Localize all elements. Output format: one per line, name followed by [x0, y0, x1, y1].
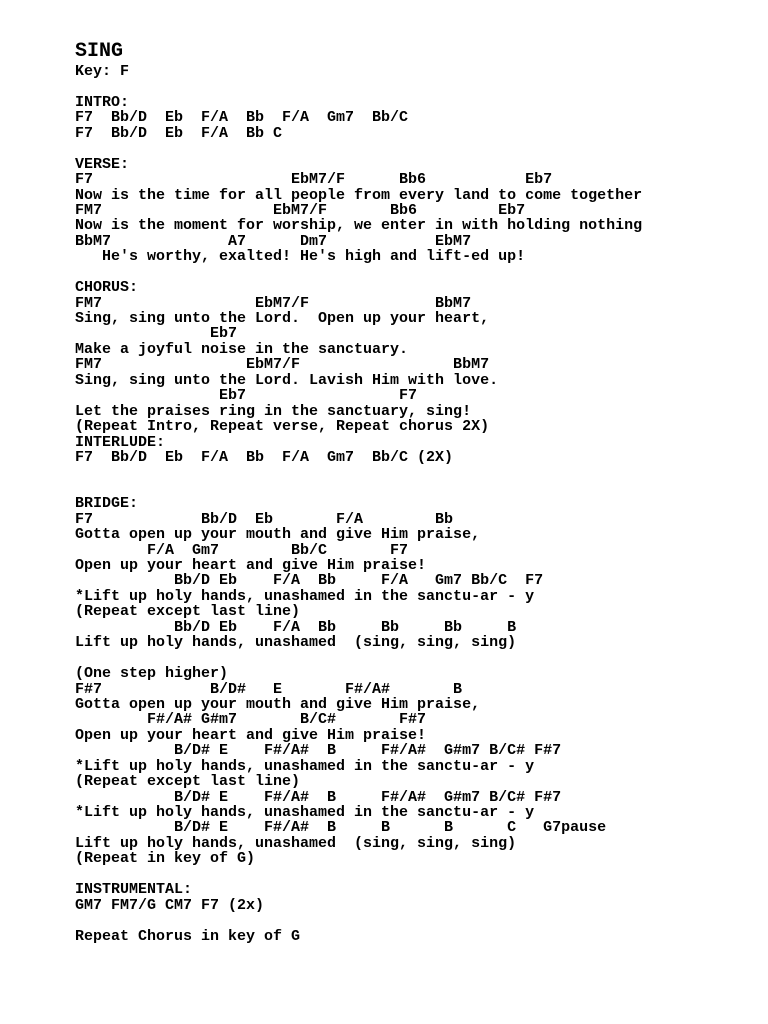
- sheet-line: Sing, sing unto the Lord. Open up your heart,: [75, 310, 490, 327]
- sheet-line: (Repeat except last line): [75, 773, 301, 791]
- sheet-line: Gotta open up your mouth and give Him praise,: [75, 695, 481, 713]
- chord-sheet: [75, 40, 755, 944]
- sheet-line: [75, 79, 755, 94]
- sheet-line: [75, 265, 755, 280]
- sheet-line: Gotta open up your mouth and give Him praise,: [75, 526, 481, 544]
- sheet-line: Sing, sing unto the Lord. Lavish Him with love.: [75, 371, 499, 389]
- sheet-line: B/D# E F#/A# B F#/A# G#m7 B/C# F#7: [75, 742, 562, 760]
- sheet-line: INSTRUMENTAL:: [75, 881, 193, 899]
- sheet-line: F7 Bb/D Eb F/A Bb F/A Gm7 Bb/C (2X): [75, 448, 454, 466]
- sheet-line: INTERLUDE:: [75, 433, 166, 451]
- sheet-line: F#/A# G#m7 B/C# F#7: [75, 711, 427, 729]
- chord-lyric-lines: [75, 64, 755, 944]
- sheet-line: (One step higher): [75, 665, 229, 683]
- sheet-line: Now is the time for all people from every land to come together: [75, 186, 643, 204]
- sheet-line: FM7 EbM7/F BbM7: [75, 356, 490, 374]
- sheet-line: (Repeat except last line): [75, 603, 301, 621]
- sheet-line: *Lift up holy hands, unashamed in the sanctu-ar - y: [75, 757, 535, 775]
- sheet-line: [75, 867, 755, 882]
- sheet-line: B/D# E F#/A# B B B C G7pause: [75, 819, 607, 837]
- sheet-line: Key: F: [75, 63, 130, 80]
- sheet-line: Eb7 F7: [75, 387, 418, 405]
- sheet-line: F7 EbM7/F Bb6 Eb7: [75, 171, 553, 189]
- sheet-line: F7 Bb/D Eb F/A Bb F/A Gm7 Bb/C: [75, 109, 409, 127]
- sheet-line: Open up your heart and give Him praise!: [75, 557, 427, 574]
- sheet-line: VERSE:: [75, 155, 130, 173]
- sheet-line: Bb/D Eb F/A Bb F/A Gm7 Bb/C F7: [75, 572, 544, 590]
- sheet-line: Bb/D Eb F/A Bb Bb Bb B: [75, 618, 517, 636]
- sheet-line: INTRO:: [75, 93, 130, 111]
- sheet-line: Now is the moment for worship, we enter in with holding nothing: [75, 217, 643, 235]
- sheet-line: B/D# E F#/A# B F#/A# G#m7 B/C# F#7: [75, 788, 562, 806]
- sheet-line: F7 Bb/D Eb F/A Bb C: [75, 124, 283, 142]
- sheet-line: Open up your heart and give Him praise!: [75, 726, 427, 744]
- sheet-line: (Repeat in key of G): [75, 850, 256, 868]
- sheet-line: FM7 EbM7/F BbM7: [75, 294, 472, 312]
- sheet-line: Make a joyful noise in the sanctuary.: [75, 340, 409, 358]
- sheet-line: (Repeat Intro, Repeat verse, Repeat chorus 2X): [75, 418, 490, 436]
- sheet-line: [75, 465, 755, 480]
- sheet-line: [75, 913, 755, 928]
- sheet-line: F/A Gm7 Bb/C F7: [75, 541, 409, 559]
- sheet-line: *Lift up holy hands, unashamed in the sanctu-ar - y: [75, 587, 535, 605]
- sheet-line: FM7 EbM7/F Bb6 Eb7: [75, 201, 526, 219]
- sheet-line: [75, 141, 755, 156]
- sheet-line: He's worthy, exalted! He's high and lift-ed up!: [75, 248, 526, 266]
- sheet-line: CHORUS:: [75, 279, 139, 297]
- sheet-line: F7 Bb/D Eb F/A Bb: [75, 510, 454, 528]
- sheet-line: BRIDGE:: [75, 495, 139, 513]
- sheet-line: F#7 B/D# E F#/A# B: [75, 680, 463, 698]
- sheet-line: Repeat Chorus in key of G: [75, 927, 301, 945]
- song-title: SING: [75, 40, 124, 63]
- sheet-line: Lift up holy hands, unashamed (sing, sing, sing): [75, 634, 517, 652]
- sheet-line: [75, 651, 755, 666]
- sheet-line: *Lift up holy hands, unashamed in the sanctu-ar - y: [75, 804, 535, 821]
- sheet-line: GM7 FM7/G CM7 F7 (2x): [75, 896, 265, 914]
- sheet-line: Let the praises ring in the sanctuary, sing!: [75, 402, 472, 420]
- sheet-line: Lift up holy hands, unashamed (sing, sing, sing): [75, 834, 517, 852]
- sheet-line: Eb7: [75, 325, 238, 343]
- sheet-line: [75, 481, 755, 496]
- sheet-line: BbM7 A7 Dm7 EbM7: [75, 232, 472, 250]
